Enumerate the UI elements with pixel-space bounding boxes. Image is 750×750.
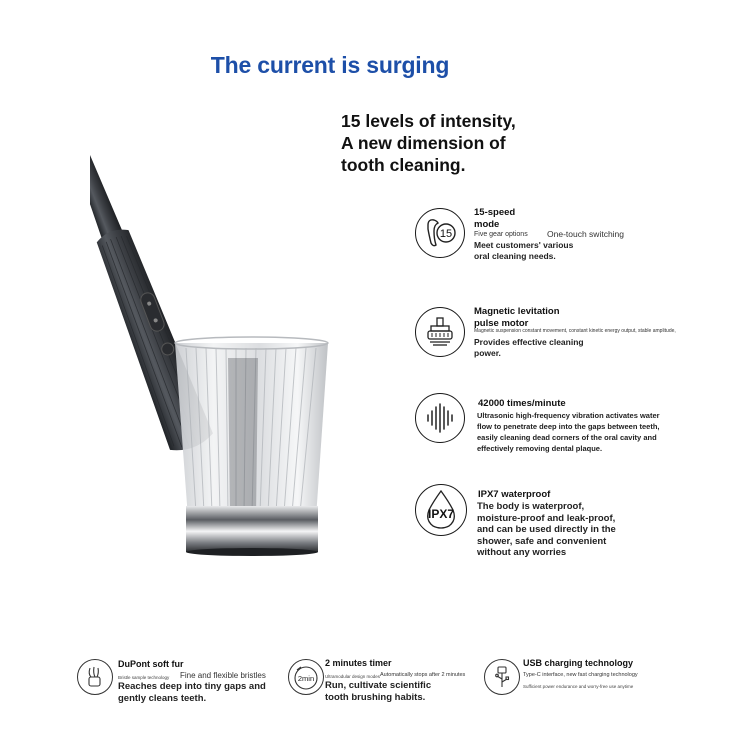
feature-42000-desc [477, 410, 660, 454]
bottom-timer-tiny: Ultramodular design modes [325, 674, 381, 679]
bottom-dupont-note: Fine and flexible bristles [180, 671, 266, 680]
svg-text:15: 15 [439, 228, 453, 240]
waterproof-drop-icon [415, 484, 467, 536]
feature-42000-desc-4: effectively removing dental plaque. [477, 444, 603, 453]
bottom-timer-desc [325, 680, 431, 704]
feature-maglev-tiny: Magnetic suspension constant movement, constant kinetic energy output, stable amplitude, [474, 328, 676, 334]
motor-icon [415, 307, 465, 357]
svg-text:IPX7: IPX7 [427, 507, 455, 521]
feature-ipx7-desc-4: shower, safe and convenient [477, 535, 607, 547]
feature-15-speed-desc [474, 240, 573, 262]
feature-maglev [474, 306, 560, 329]
headline: The current is surging [210, 52, 450, 78]
bottom-usb-tiny: Type-C interface, new fast charging technology [523, 672, 638, 678]
feature-15-speed-desc-1: Meet customers' various [474, 240, 574, 250]
subhead-line-2: A new dimension of [341, 133, 506, 153]
feature-maglev-title-2: pulse motor [474, 318, 529, 329]
feature-42000-title: 42000 times/minute [478, 398, 566, 409]
feature-maglev-desc-2: power. [474, 348, 501, 358]
bristle-icon-graphic [82, 664, 108, 690]
speed-15-icon [415, 208, 465, 258]
feature-ipx7-desc-2: moisture-proof and leak-proof, [477, 512, 616, 524]
bottom-timer-desc-2: tooth brushing habits. [325, 692, 426, 703]
bottom-dupont-desc-1: Reaches deep into tiny gaps and [118, 681, 266, 692]
svg-text:2min: 2min [297, 674, 315, 683]
product-image [90, 68, 330, 568]
bottom-timer-title: 2 minutes timer [325, 658, 392, 668]
bottom-dupont-desc-2: gently cleans teeth. [118, 693, 207, 704]
bottom-dupont-title: DuPont soft fur [118, 659, 184, 669]
timer-icon-graphic [292, 663, 320, 691]
vibration-wave-icon [415, 393, 465, 443]
feature-maglev-title-1: Magnetic levitation [474, 306, 560, 317]
feature-ipx7-title: IPX7 waterproof [478, 489, 551, 500]
bristle-icon [77, 659, 113, 695]
usb-icon-graphic [489, 664, 515, 690]
bottom-dupont-tiny: Bristle sample technology [118, 675, 170, 680]
vibration-wave-icon-graphic [423, 401, 457, 435]
bottom-timer-note: Automatically stops after 2 minutes [380, 672, 466, 678]
feature-15-speed-note-left: Five gear options [474, 231, 528, 238]
feature-ipx7-desc-3: and can be used directly in the [477, 524, 616, 535]
feature-15-speed-title-1: 15-speed [474, 207, 516, 218]
subhead-line-1: 15 levels of intensity, [341, 111, 516, 131]
feature-42000-desc-1: Ultrasonic high-frequency vibration activates water [477, 411, 660, 420]
timer-icon [288, 659, 324, 695]
feature-maglev-desc-1: Provides effective cleaning [474, 337, 584, 347]
feature-42000-desc-2: flow to penetrate deep into the gaps between teeth, [477, 422, 660, 431]
waterproof-drop-icon-graphic [419, 488, 463, 532]
feature-ipx7-desc-1: The body is waterproof, [477, 501, 585, 512]
feature-15-speed-title-2: mode [474, 219, 500, 230]
speed-15-icon-graphic [422, 215, 458, 251]
subhead-line-3: tooth cleaning. [341, 155, 466, 175]
bottom-usb-tiny-2: Sufficient power endurance and worry-free use anytime [523, 684, 634, 689]
usb-icon [484, 659, 520, 695]
feature-maglev-desc [474, 337, 584, 359]
motor-icon-graphic [423, 315, 457, 349]
glass-holder [175, 337, 328, 556]
feature-15-speed [474, 207, 515, 230]
feature-ipx7-desc-5: without any worries [477, 547, 567, 558]
bottom-usb-title: USB charging technology [523, 658, 634, 668]
feature-42000-desc-3: easily cleaning dead corners of the oral cavity and [477, 433, 657, 442]
bottom-dupont-desc [118, 681, 266, 705]
subheadline [341, 110, 581, 176]
feature-ipx7-desc [477, 501, 616, 559]
feature-15-speed-note-right: One-touch switching [547, 229, 625, 239]
feature-15-speed-desc-2: oral cleaning needs. [474, 251, 556, 261]
bottom-timer-desc-1: Run, cultivate scientific [325, 680, 432, 691]
